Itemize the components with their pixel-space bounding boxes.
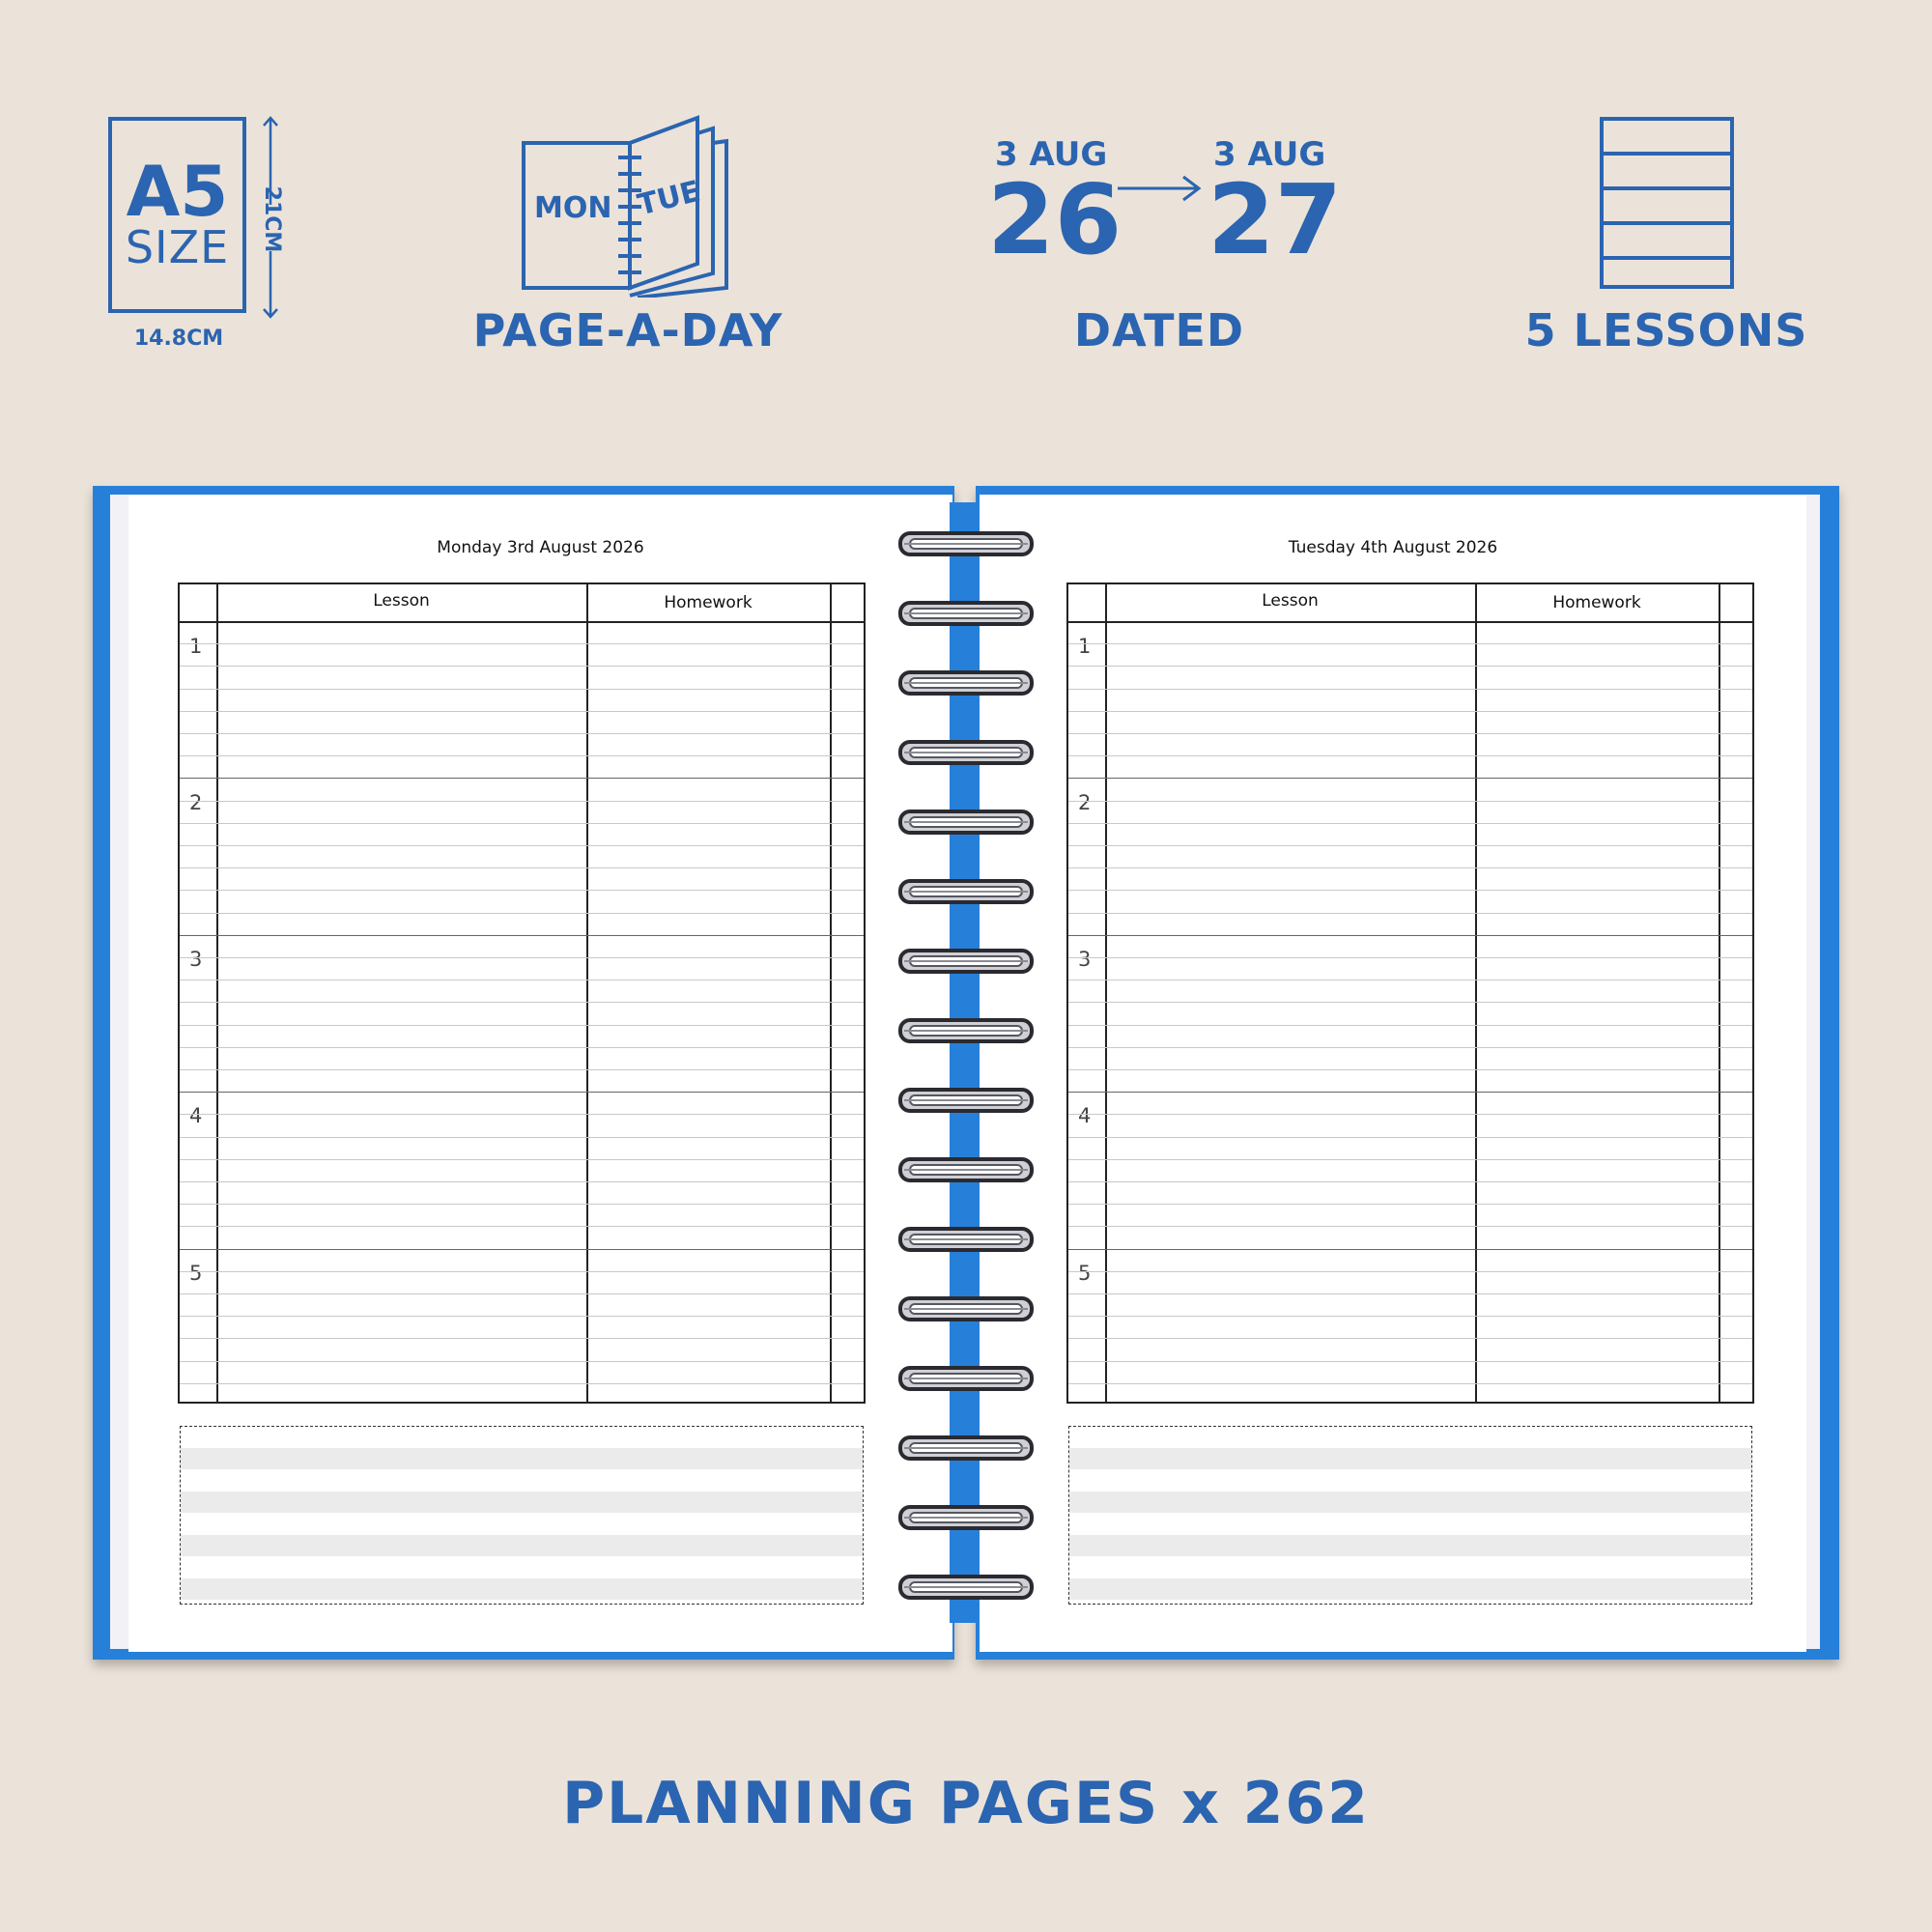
- homework-column-header: Homework: [1552, 593, 1641, 612]
- homework-column-header: Homework: [664, 593, 753, 612]
- wire-ring-icon: [896, 597, 1036, 630]
- width-label: 14.8CM: [130, 327, 227, 351]
- wire-ring-icon: [896, 806, 1036, 838]
- right-page: [980, 495, 1806, 1652]
- lesson-number-4: 4: [1078, 1104, 1092, 1127]
- tue-label: TUE: [634, 174, 704, 223]
- right-page-date: Tuesday 4th August 2026: [1288, 538, 1498, 557]
- to-date-small: 3 AUG: [1213, 135, 1326, 174]
- wire-ring-icon: [896, 1014, 1036, 1047]
- lined-page-icon: [1600, 117, 1734, 289]
- lesson-number-3: 3: [189, 948, 203, 971]
- lessons-label: 5 LESSONS: [1524, 304, 1808, 356]
- wire-ring-icon: [896, 1293, 1036, 1325]
- wire-ring-icon: [896, 1501, 1036, 1534]
- wire-ring-icon: [896, 1362, 1036, 1395]
- lesson-column-header: Lesson: [373, 591, 430, 611]
- left-page-date: Monday 3rd August 2026: [437, 538, 644, 557]
- wire-ring-icon: [896, 1571, 1036, 1604]
- wire-ring-icon: [896, 736, 1036, 769]
- lesson-number-5: 5: [1078, 1262, 1092, 1285]
- a5-size-icon: [108, 117, 246, 313]
- wire-ring-icon: [896, 1432, 1036, 1464]
- left-lesson-grid: [178, 582, 866, 1404]
- from-date-big: 26: [987, 163, 1122, 276]
- arrow-right-icon: [1116, 174, 1203, 203]
- lesson-number-2: 2: [1078, 791, 1092, 814]
- lesson-number-5: 5: [189, 1262, 203, 1285]
- lesson-number-3: 3: [1078, 948, 1092, 971]
- left-notes-box: [180, 1426, 864, 1605]
- wire-ring-icon: [896, 945, 1036, 978]
- lesson-column-header: Lesson: [1262, 591, 1319, 611]
- lesson-number-1: 1: [189, 635, 203, 658]
- wire-ring-icon: [896, 1084, 1036, 1117]
- wire-ring-icon: [896, 667, 1036, 699]
- left-page: [128, 495, 952, 1652]
- planning-pages-title: PLANNING PAGES x 262: [562, 1770, 1370, 1837]
- dated-label: DATED: [1073, 304, 1245, 356]
- right-lesson-grid: [1066, 582, 1754, 1404]
- page-a-day-label: PAGE-A-DAY: [472, 304, 783, 356]
- wire-ring-icon: [896, 875, 1036, 908]
- wire-ring-icon: [896, 1223, 1036, 1256]
- lesson-number-1: 1: [1078, 635, 1092, 658]
- lesson-number-2: 2: [189, 791, 203, 814]
- mon-label: MON: [534, 191, 612, 225]
- height-label: 21CM: [260, 185, 285, 253]
- to-date-big: 27: [1208, 163, 1343, 276]
- from-date-small: 3 AUG: [995, 135, 1108, 174]
- size-small-label: SIZE: [125, 220, 230, 273]
- wire-ring-icon: [896, 1153, 1036, 1186]
- wire-ring-icon: [896, 527, 1036, 560]
- size-big-label: A5: [126, 150, 229, 232]
- lesson-number-4: 4: [189, 1104, 203, 1127]
- right-notes-box: [1068, 1426, 1752, 1605]
